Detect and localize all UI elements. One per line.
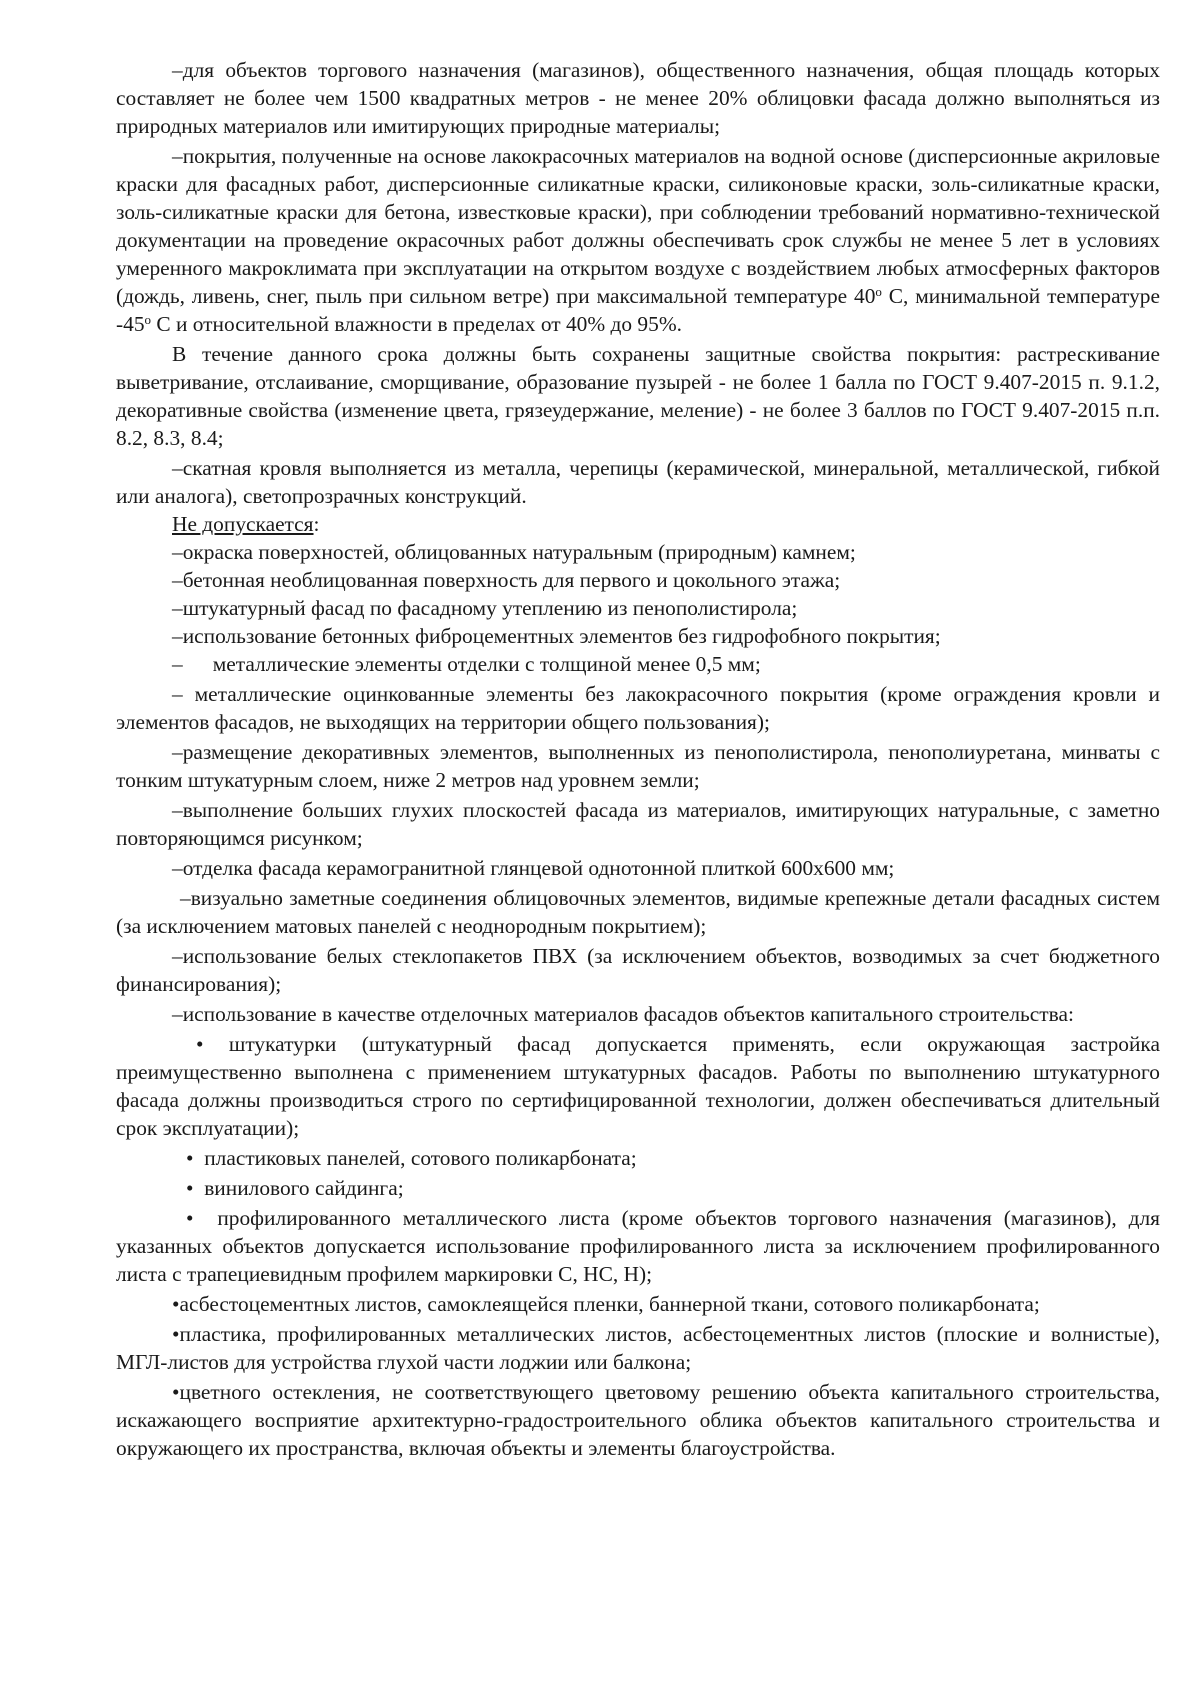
bullet-icon: • [196, 1032, 204, 1056]
bullet-item [116, 1290, 1160, 1318]
bullet-icon: • [172, 1292, 180, 1316]
bullet-text: штукатурки (штукатурный фасад допускается применять, если окружающая застройка преимущественно выполнена с применением штукатурных фасадов. Работы по выполнению штукатурного фасада должны производиться строго по сертифицированной технологии, должен обеспечиваться длительный срок эксплуатации); [116, 1032, 1160, 1140]
paragraph-coatings [116, 142, 1160, 338]
bullet-item [116, 1204, 1160, 1288]
bullet-item [116, 1378, 1160, 1462]
list-item: –отделка фасада керамогранитной глянцевой однотонной плиткой 600х600 мм; [172, 856, 895, 880]
list-item: –выполнение больших глухих плоскостей фасада из материалов, имитирующих натуральные, с заметно повторяющимся рисунком; [116, 798, 1160, 850]
coatings-text-a: –покрытия, полученные на основе лакокрасочных материалов на водной основе (дисперсионные акриловые краски для фасадных работ, дисперсионные силикатные краски, силиконовые краски, золь-силикатные краски, золь-силикатные краски для бетона, известковые краски), при соблюдении требований нормативно-технической документации на проведение окрасочных работ должны обеспечивать срок службы не менее 5 лет в условиях умеренного макроклимата при эксплуатации на открытом воздухе с воздействием любых атмосферных факторов (дождь, ливень, снег, пыль при сильном ветре) при максимальной температуре 40 [116, 144, 1160, 308]
bullet-text: профилированного металлического листа (кроме объектов торгового назначения (магазинов), для указанных объектов допускается использование профилированного листа за исключением профилированного листа с трапециевидным профилем маркировки С, НС, Н); [116, 1206, 1160, 1286]
bullet-icon: • [172, 1380, 180, 1404]
degree-mark: о [144, 312, 152, 327]
list-item [116, 650, 1160, 678]
not-allowed-heading-text: Не допускается [172, 512, 314, 536]
list-item: – металлические оцинкованные элементы без лакокрасочного покрытия (кроме ограждения кровли и элементов фасадов, не выходящих на территории общего пользования); [116, 682, 1160, 734]
list-item: –окраска поверхностей, облицованных натуральным (природным) камнем; [172, 540, 856, 564]
document-page [116, 56, 1160, 1462]
list-item-text: металлические элементы отделки с толщиной менее 0,5 мм; [212, 652, 761, 676]
list-item: –использование в качестве отделочных материалов фасадов объектов капитального строительства: [172, 1002, 1074, 1026]
bullet-text: цветного остекления, не соответствующего цветовому решению объекта капитального строительства, искажающего восприятие архитектурно-градостроительного облика объектов капитального строительства и окружающего их пространства, включая объекты и элементы благоустройства. [116, 1380, 1160, 1460]
list-item: –штукатурный фасад по фасадному утеплению из пенополистирола; [172, 596, 798, 620]
degree-mark: о [875, 284, 882, 299]
bullet-icon: • [186, 1146, 194, 1170]
bullet-icon: • [186, 1206, 194, 1230]
coatings-text-c: С и относительной влажности в пределах от 40% до 95%. [151, 312, 682, 336]
list-item: –использование бетонных фиброцементных элементов без гидрофобного покрытия; [172, 624, 941, 648]
bullet-text: пластика, профилированных металлических листов, асбестоцементных листов (плоские и волнистые), МГЛ-листов для устройства глухой части лоджии или балкона; [116, 1322, 1160, 1374]
bullet-item [116, 1320, 1160, 1376]
list-item: –использование белых стеклопакетов ПВХ (за исключением объектов, возводимых за счет бюджетного финансирования); [116, 944, 1160, 996]
bullet-text: винилового сайдинга; [204, 1176, 404, 1200]
coatings-text-b: С, минимальной температуре -45 [116, 284, 1160, 336]
not-allowed-heading [116, 510, 1160, 538]
paragraph-pitched-roof: –скатная кровля выполняется из металла, черепицы (керамической, минеральной, металлической, гибкой или аналога), светопрозрачных конструкций. [116, 456, 1160, 508]
paragraph-retail-facade: –для объектов торгового назначения (магазинов), общественного назначения, общая площадь которых составляет не более чем 1500 квадратных метров - не менее 20% облицовки фасада должно выполняться из природных материалов или имитирующих природные материалы; [116, 58, 1160, 138]
bullet-icon: • [172, 1322, 180, 1346]
bullet-icon: • [186, 1176, 194, 1200]
dash: – [172, 652, 183, 676]
bullet-text: пластиковых панелей, сотового поликарбоната; [204, 1146, 637, 1170]
bullet-item [116, 1030, 1160, 1142]
paragraph-service-life: В течение данного срока должны быть сохранены защитные свойства покрытия: растрескивание выветривание, отслаивание, сморщивание, образование пузырей - не более 1 балла по ГОСТ 9.407-2015 п. 9.1.2, декоративные свойства (изменение цвета, грязеудержание, меление) - не более 3 баллов по ГОСТ 9.407-2015 п.п. 8.2, 8.3, 8.4; [116, 342, 1160, 450]
list-item: –бетонная необлицованная поверхность для первого и цокольного этажа; [172, 568, 841, 592]
bullet-item [116, 1174, 1160, 1202]
list-item: –размещение декоративных элементов, выполненных из пенополистирола, пенополиуретана, минваты с тонким штукатурным слоем, ниже 2 метров над уровнем земли; [116, 740, 1160, 792]
heading-colon: : [313, 512, 320, 536]
list-item: –визуально заметные соединения облицовочных элементов, видимые крепежные детали фасадных систем (за исключением матовых панелей с неоднородным покрытием); [116, 886, 1160, 938]
bullet-text: асбестоцементных листов, самоклеящейся пленки, баннерной ткани, сотового поликарбоната; [179, 1292, 1040, 1316]
bullet-item [116, 1144, 1160, 1172]
